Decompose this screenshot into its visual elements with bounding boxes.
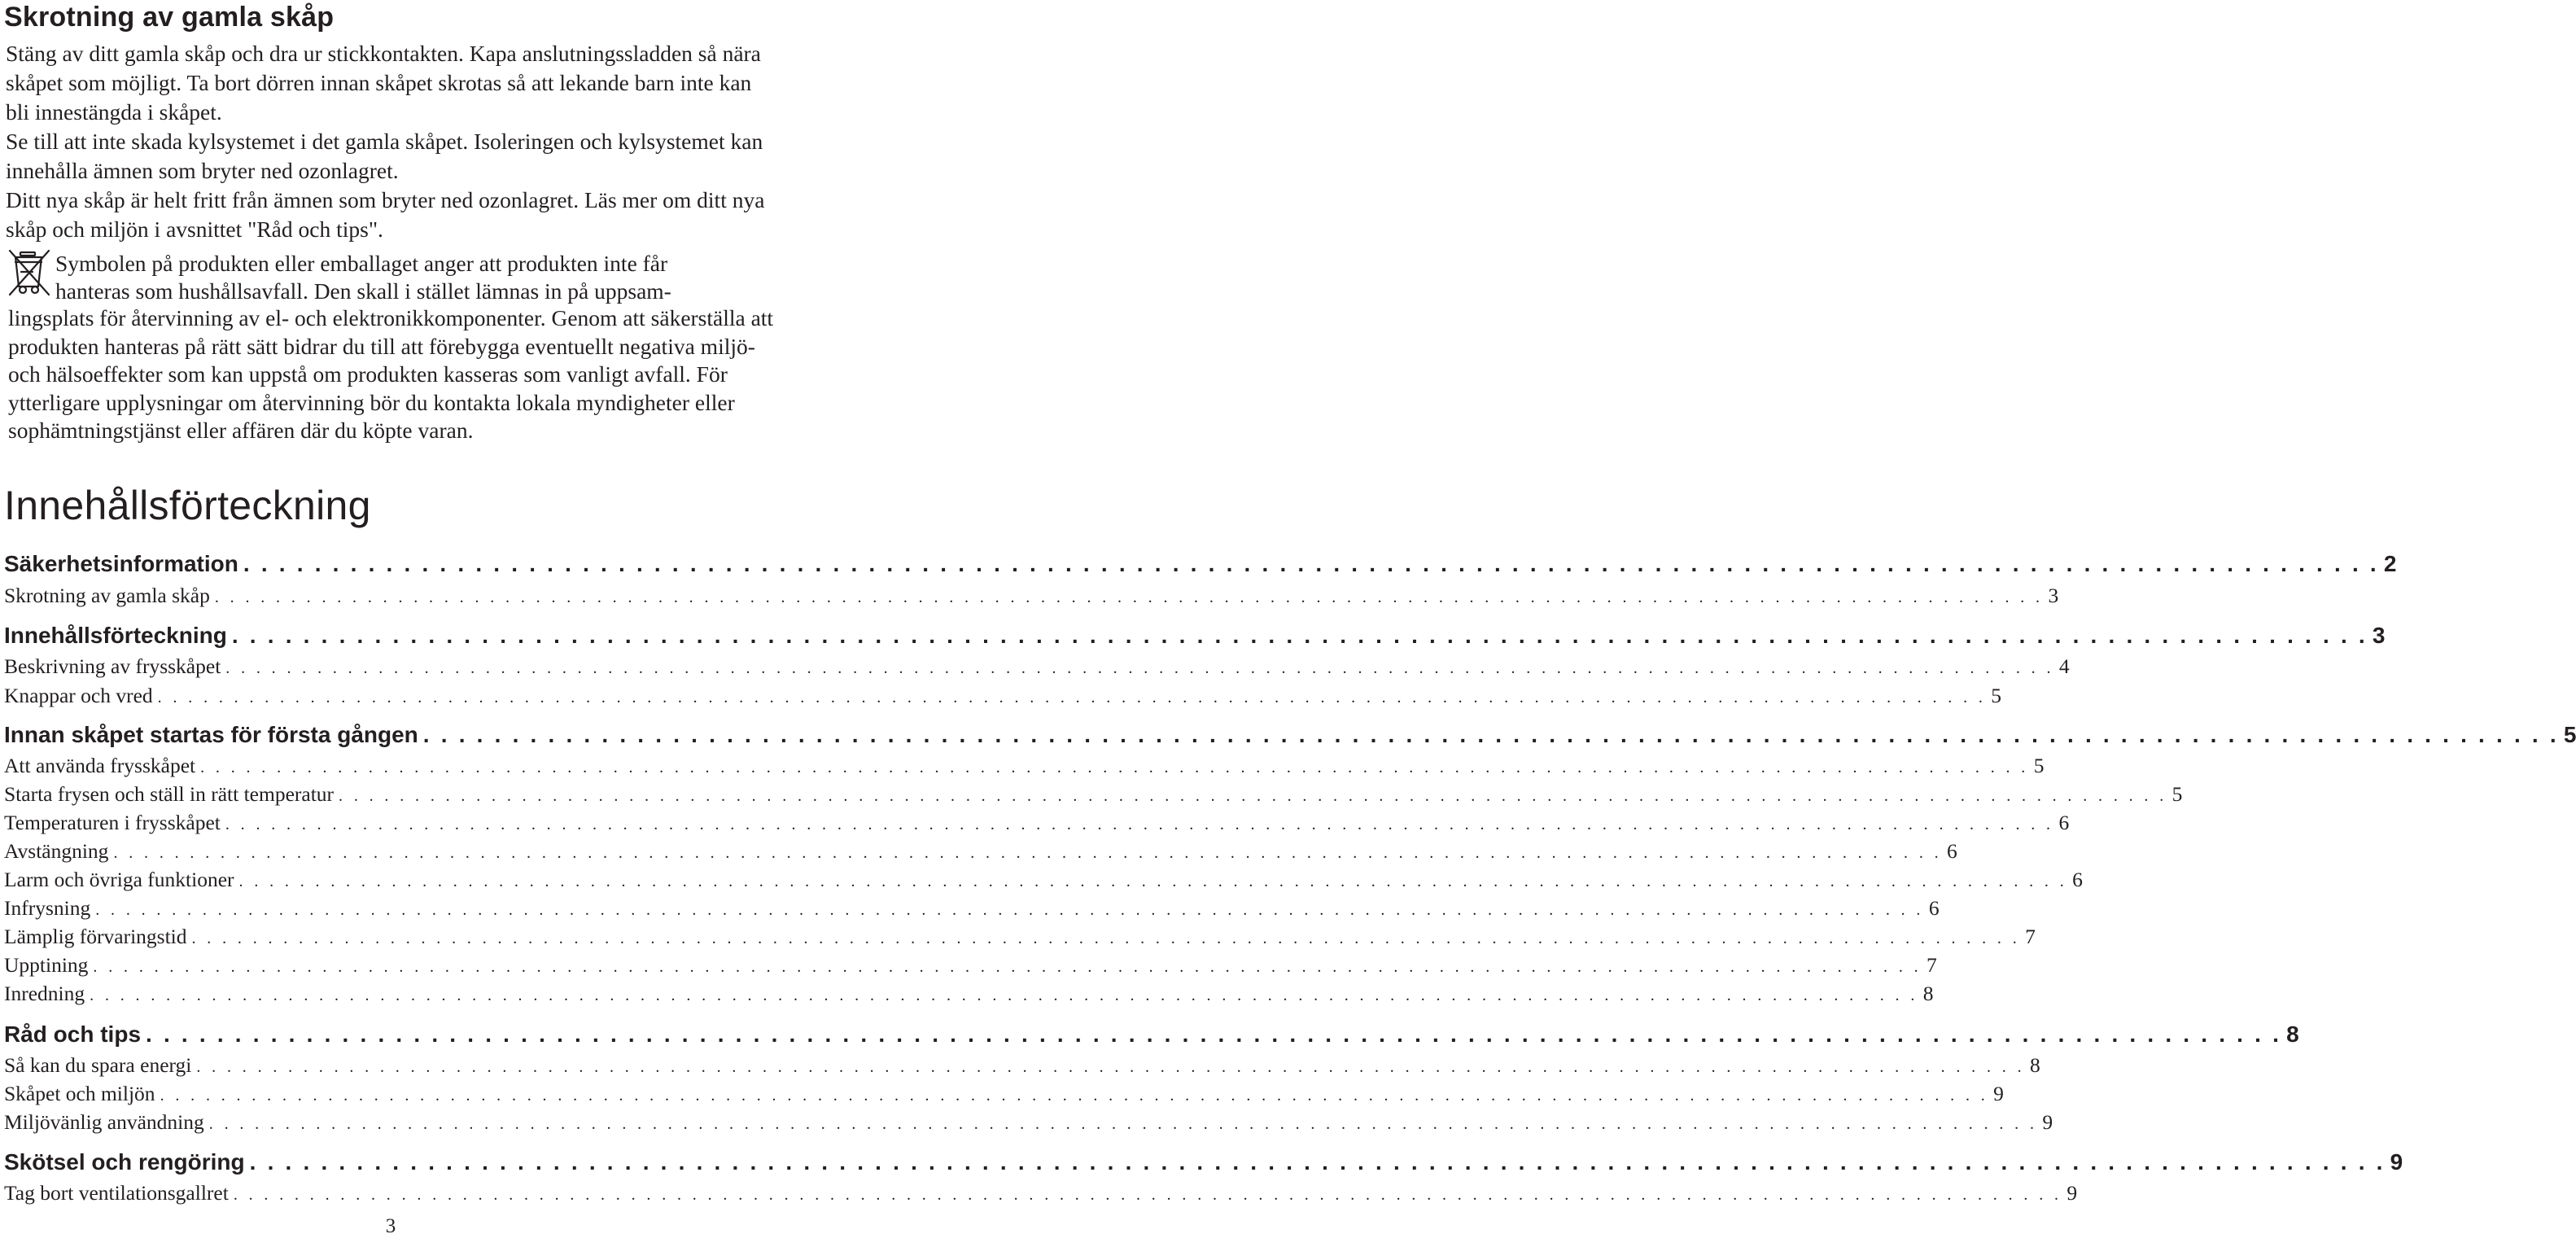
- toc-dot-leader: . . . . . . . . . . . . . . . . . . . . . . . . . . . . . . . . . . . . . . . . . . . . . . . . . . . . . . . . . . . . . . . . . . . . . . . . . . . . . . . . . . . . . . . . . . . . . . . . . . . . . . . . . . . . . . . . . . . . . . . .: [238, 873, 2068, 890]
- toc-page-number: 5: [2033, 754, 2045, 777]
- toc-section-row: [4, 1020, 2299, 1049]
- toc-page-number: 9: [2390, 1149, 2403, 1175]
- toc-page-number: 9: [2066, 1181, 2078, 1205]
- toc-page-number: 6: [1928, 896, 1940, 920]
- toc-dot-leader: . . . . . . . . . . . . . . . . . . . . . . . . . . . . . . . . . . . . . . . . . . . . . . . . . . . . . . . . . . . . . . . . . . . . . . . . . . . . . . . . . . . . . . . . . . . . . . . . . . . . . . . . . . . . . . . . . . . . . . . .: [95, 901, 1924, 919]
- symbol-notice-line-2: hanteras som hushållsavfall. Den skall i stället lämnas in på uppsam-: [55, 278, 671, 304]
- toc-item-label: Larm och övriga funktioner: [4, 868, 234, 891]
- toc-page-number: 6: [2072, 868, 2083, 891]
- toc-section-label: Innehållsförteckning: [4, 623, 227, 648]
- toc-page-number: 8: [1922, 982, 1934, 1005]
- toc-item-row: [4, 895, 1940, 921]
- toc-item-label: Upptining: [4, 953, 89, 977]
- toc-page-number: 2: [2383, 551, 2397, 576]
- toc-dot-leader: . . . . . . . . . . . . . . . . . . . . . . . . . . . . . . . . . . . . . . . . . . . . . . . . . . . . . . . . . . . . . . . . . . . . . . . . . . . . . . . . . . . . . . . . . . . . . . . . . . . . . . . . . . . . . . . . . . . . . . . .: [249, 1149, 2386, 1175]
- toc-page-number: 5: [1991, 684, 2002, 707]
- toc-page-number: 6: [2058, 811, 2070, 834]
- toc-item-row: [4, 583, 2059, 609]
- toc-dot-leader: . . . . . . . . . . . . . . . . . . . . . . . . . . . . . . . . . . . . . . . . . . . . . . . . . . . . . . . . . . . . . . . . . . . . . . . . . . . . . . . . . . . . . . . . . . . . . . . . . . . . . . . . . . . . . . . . . . . . . . . .: [233, 1186, 2062, 1204]
- toc-dot-leader: . . . . . . . . . . . . . . . . . . . . . . . . . . . . . . . . . . . . . . . . . . . . . . . . . . . . . . . . . . . . . . . . . . . . . . . . . . . . . . . . . . . . . . . . . . . . . . . . . . . . . . . . . . . . . . . . . . . . . . . .: [93, 958, 1922, 976]
- toc-page-number: 3: [2048, 584, 2059, 607]
- toc-item-row: [4, 781, 2183, 807]
- toc-dot-leader: . . . . . . . . . . . . . . . . . . . . . . . . . . . . . . . . . . . . . . . . . . . . . . . . . . . . . . . . . . . . . . . . . . . . . . . . . . . . . . . . . . . . . . . . . . . . . . . . . . . . . . . . . . . . . . . . . . . . . . . .: [157, 689, 1987, 706]
- toc-page-number: 9: [2042, 1110, 2053, 1134]
- toc-item-row: [4, 683, 2002, 709]
- toc-dot-leader: . . . . . . . . . . . . . . . . . . . . . . . . . . . . . . . . . . . . . . . . . . . . . . . . . . . . . . . . . . . . . . . . . . . . . . . . . . . . . . . . . . . . . . . . . . . . . . . . . . . . . . . . . . . . . . . . . . . . . . . .: [339, 787, 2167, 805]
- toc-item-label: Inredning: [4, 982, 85, 1005]
- toc-section-label: Innan skåpet startas för första gången: [4, 722, 418, 747]
- toc-item-row: [4, 867, 2083, 893]
- toc-item-label: Skrotning av gamla skåp: [4, 584, 210, 607]
- toc-section-label: Säkerhetsinformation: [4, 551, 238, 576]
- toc-page-number: 7: [1927, 953, 1937, 977]
- toc-dot-leader: . . . . . . . . . . . . . . . . . . . . . . . . . . . . . . . . . . . . . . . . . . . . . . . . . . . . . . . . . . . . . . . . . . . . . . . . . . . . . . . . . . . . . . . . . . . . . . . . . . . . . . . . . . . . . . . . . . . . . . . .: [160, 1087, 1989, 1105]
- toc-section-row: [4, 720, 2576, 750]
- toc-dot-leader: . . . . . . . . . . . . . . . . . . . . . . . . . . . . . . . . . . . . . . . . . . . . . . . . . . . . . . . . . . . . . . . . . . . . . . . . . . . . . . . . . . . . . . . . . . . . . . . . . . . . . . . . . . . . . . . . . . . . . . . .: [90, 986, 1918, 1004]
- toc-item-label: Temperaturen i frysskåpet: [4, 811, 221, 834]
- toc-item-row: [4, 753, 2045, 779]
- toc-dot-leader: . . . . . . . . . . . . . . . . . . . . . . . . . . . . . . . . . . . . . . . . . . . . . . . . . . . . . . . . . . . . . . . . . . . . . . . . . . . . . . . . . . . . . . . . . . . . . . . . . . . . . . . . . . . . . . . . . . . . . . . .: [231, 623, 2368, 648]
- toc-title: Innehållsförteckning: [4, 483, 371, 528]
- toc-page-number: 3: [2372, 623, 2386, 648]
- paragraph-disposal: Stäng av ditt gamla skåp och dra ur stickkontakten. Kapa anslutningssladden så nära skåpet som möjligt. Ta bort dörren innan skåpet skrotas så att lekande barn inte kan bli innestängda i skåpet.: [6, 41, 761, 125]
- toc-dot-leader: . . . . . . . . . . . . . . . . . . . . . . . . . . . . . . . . . . . . . . . . . . . . . . . . . . . . . . . . . . . . . . . . . . . . . . . . . . . . . . . . . . . . . . . . . . . . . . . . . . . . . . . . . . . . . . . . . . . . . . . .: [225, 659, 2054, 677]
- toc-item-row: [4, 1180, 2078, 1206]
- toc-dot-leader: . . . . . . . . . . . . . . . . . . . . . . . . . . . . . . . . . . . . . . . . . . . . . . . . . . . . . . . . . . . . . . . . . . . . . . . . . . . . . . . . . . . . . . . . . . . . . . . . . . . . . . . . . . . . . . . . . . . . . . . .: [208, 1115, 2038, 1133]
- symbol-notice-body: lingsplats för återvinning av el- och elektronikkomponenter. Genom att säkerställa att produkten hanteras på rätt sätt bidrar du till att förebygga eventuellt negativa miljö- och hälsoeffekter som kan uppstå om produkten kasseras som vanligt avfall. För ytterligare upplysningar om återvinning bör du kontakta lokala myndigheter eller sophämtningstjänst eller affären där du köpte varan.: [8, 305, 774, 443]
- toc-item-label: Så kan du spara energi: [4, 1053, 192, 1077]
- paragraph-cooling-system: Se till att inte skada kylsystemet i det gamla skåpet. Isoleringen och kylsystemet kan innehålla ämnen som bryter ned ozonlagret.: [6, 129, 763, 183]
- toc-dot-leader: . . . . . . . . . . . . . . . . . . . . . . . . . . . . . . . . . . . . . . . . . . . . . . . . . . . . . . . . . . . . . . . . . . . . . . . . . . . . . . . . . . . . . . . . . . . . . . . . . . . . . . . . . . . . . . . . . . . . . . . .: [191, 930, 2021, 947]
- toc-section-label: Skötsel och rengöring: [4, 1149, 245, 1175]
- toc-dot-leader: . . . . . . . . . . . . . . . . . . . . . . . . . . . . . . . . . . . . . . . . . . . . . . . . . . . . . . . . . . . . . . . . . . . . . . . . . . . . . . . . . . . . . . . . . . . . . . . . . . . . . . . . . . . . . . . . . . . . . . . .: [243, 551, 2379, 576]
- toc-item-row: [4, 1109, 2053, 1135]
- toc-item-label: Starta frysen och ställ in rätt temperatur: [4, 782, 335, 806]
- page-number: 3: [385, 1215, 396, 1237]
- toc-item-row: [4, 1081, 2004, 1107]
- toc-section-label: Råd och tips: [4, 1021, 142, 1047]
- toc-item-label: Att använda frysskåpet: [4, 754, 196, 777]
- toc-section-row: [4, 621, 2386, 650]
- toc-item-label: Avstängning: [4, 839, 109, 863]
- toc-section-row: [4, 549, 2397, 579]
- toc-page-number: 9: [1993, 1082, 2004, 1105]
- toc-item-label: Beskrivning av frysskåpet: [4, 654, 221, 678]
- toc-dot-leader: . . . . . . . . . . . . . . . . . . . . . . . . . . . . . . . . . . . . . . . . . . . . . . . . . . . . . . . . . . . . . . . . . . . . . . . . . . . . . . . . . . . . . . . . . . . . . . . . . . . . . . . . . . . . . . . . . . . . . . . .: [200, 759, 2029, 776]
- paragraph-ozone-free: Ditt nya skåp är helt fritt från ämnen som bryter ned ozonlagret. Läs mer om ditt nya skåp och miljön i avsnittet "Råd och tips".: [6, 187, 765, 242]
- page-heading: Skrotning av gamla skåp: [4, 2, 335, 33]
- toc-item-label: Lämplig förvaringstid: [4, 925, 187, 948]
- toc-item-row: [4, 838, 1957, 864]
- toc-item-row: [4, 654, 2070, 680]
- toc-item-row: [4, 1052, 2040, 1078]
- toc-page-number: 8: [2286, 1021, 2299, 1047]
- crossed-out-wheelie-bin-icon: [8, 247, 50, 298]
- toc-item-label: Infrysning: [4, 896, 91, 920]
- toc-dot-leader: . . . . . . . . . . . . . . . . . . . . . . . . . . . . . . . . . . . . . . . . . . . . . . . . . . . . . . . . . . . . . . . . . . . . . . . . . . . . . . . . . . . . . . . . . . . . . . . . . . . . . . . . . . . . . . . . . . . . . . . .: [422, 722, 2559, 747]
- toc-page-number: 8: [2029, 1053, 2040, 1077]
- toc-dot-leader: . . . . . . . . . . . . . . . . . . . . . . . . . . . . . . . . . . . . . . . . . . . . . . . . . . . . . . . . . . . . . . . . . . . . . . . . . . . . . . . . . . . . . . . . . . . . . . . . . . . . . . . . . . . . . . . . . . . . . . . .: [214, 588, 2044, 606]
- toc-page-number: 5: [2171, 782, 2183, 806]
- toc-item-row: [4, 924, 2036, 950]
- toc-item-label: Skåpet och miljön: [4, 1082, 155, 1105]
- toc-dot-leader: . . . . . . . . . . . . . . . . . . . . . . . . . . . . . . . . . . . . . . . . . . . . . . . . . . . . . . . . . . . . . . . . . . . . . . . . . . . . . . . . . . . . . . . . . . . . . . . . . . . . . . . . . . . . . . . . . . . . . . . .: [113, 844, 1943, 862]
- toc-item-label: Tag bort ventilationsgallret: [4, 1181, 229, 1205]
- toc-page-number: 5: [2563, 722, 2576, 747]
- symbol-notice-line-1: Symbolen på produkten eller emballaget anger att produkten inte får: [55, 251, 668, 276]
- toc-dot-leader: . . . . . . . . . . . . . . . . . . . . . . . . . . . . . . . . . . . . . . . . . . . . . . . . . . . . . . . . . . . . . . . . . . . . . . . . . . . . . . . . . . . . . . . . . . . . . . . . . . . . . . . . . . . . . . . . . . . . . . . .: [225, 816, 2054, 833]
- toc-item-row: [4, 810, 2070, 836]
- toc-item-row: [4, 952, 1937, 978]
- toc-item-row: [4, 981, 1934, 1007]
- toc-item-label: Miljövänlig användning: [4, 1110, 204, 1134]
- toc-dot-leader: . . . . . . . . . . . . . . . . . . . . . . . . . . . . . . . . . . . . . . . . . . . . . . . . . . . . . . . . . . . . . . . . . . . . . . . . . . . . . . . . . . . . . . . . . . . . . . . . . . . . . . . . . . . . . . . . . . . . . . . .: [146, 1021, 2282, 1047]
- toc-page-number: 7: [2025, 925, 2036, 948]
- toc-item-label: Knappar och vred: [4, 684, 153, 707]
- toc-dot-leader: . . . . . . . . . . . . . . . . . . . . . . . . . . . . . . . . . . . . . . . . . . . . . . . . . . . . . . . . . . . . . . . . . . . . . . . . . . . . . . . . . . . . . . . . . . . . . . . . . . . . . . . . . . . . . . . . . . . . . . . .: [196, 1058, 2025, 1076]
- toc-page-number: 4: [2058, 654, 2070, 678]
- toc-section-row: [4, 1148, 2403, 1177]
- toc-page-number: 6: [1947, 839, 1957, 863]
